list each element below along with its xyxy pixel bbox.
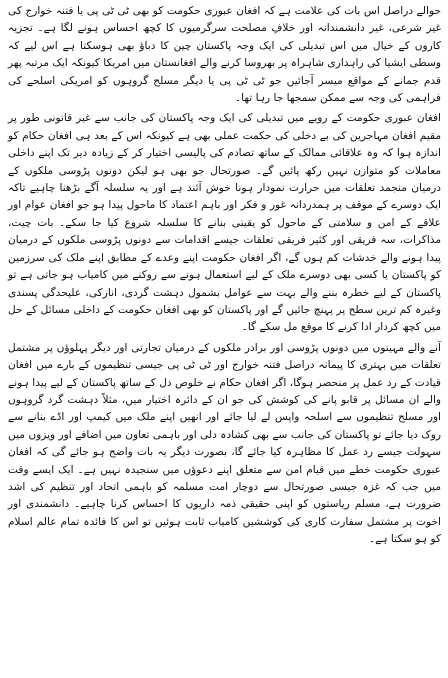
article-paragraph-1: حوالے دراصل اس بات کی علامت ہے کہ افغان عبوری حکومت کو بھی ٹی ٹی پی یا فتنہ خوارج کی غیر شرعی، غیر دانشمندانہ اور خلافِ مصلحت سرگرمیوں کا کچھ احساس ہونے لگا ہے۔ تجزیہ کاروں کے خیال میں اس تبدیلی کی ایک وجہ پاکستان چین کا دباؤ بھی ہوسکتا ہے اس لیے کہ وسطی ایشیا کی راہداری شاہراہ پر بھروسا کرنے والے افغانستان میں امریکا کیونکہ ایک مرتبہ پھر قدم جمانے کے مواقع میسر آجائیں جو ٹی ٹی پی یا دیگر مسلح گروہوں کو امریکی اسلحے کی فراہمی کی وجہ سے ممکن سمجھا جا رہا تھا۔ (8, 5, 441, 105)
article-paragraph-3: آنے والے مہینوں میں دونوں پڑوسی اور برادر ملکوں کے درمیان تجارتی اور دیگر پہلوؤں پر مشتمل تعلقات میں بہتری کا پیمانہ دراصل فتنہ خوارج اور ٹی ٹی پی جیسی تنظیموں کے بارے میں افغان قیادت کے رد عمل پر منحصر ہوگا، اگر افغان حکام نے خلوص دل کے ساتھ پاکستان کے لیے پیدا ہونے والے ان مسائل پر قابو پانے کی کوشش کی جو ان کے دائرہ اختیار میں، مثلاً دہشت گرد گروہوں اور مسلح تنظیموں سے اسلحہ واپس لے لیا جائے اور انھیں اپنے ملک میں کیمپ اور اڈے بنانے سے روک دیا جائے تو پاکستان کی جانب سے بھی کشادہ دلی اور باہمی تعاون میں اضافے اور ویزوں میں سہولت جیسے رد عمل کا مظاہرہ کیا جائے گا، بصورت دیگر یہ بات واضح ہو جائے گی کہ افغان عبوری حکومت خطے میں قیام امن سے متعلق اپنے دعوؤں میں سنجیدہ نہیں ہے۔ ایک ایسے وقت میں جب کہ غزہ جیسی صورتحال سے دوچار امت مسلمہ کو باہمی اتحاد اور تنظیم کی اشد ضرورت ہے، مسلم ریاستوں کو اپنی حقیقی ذمہ داریوں کا احساس کرنا چاہیے۔ دانشمندی اور اخوت پر مشتمل سفارت کاری کی کوششیں کامیاب ثابت ہوئیں تو اس کا فائدہ تمام عالم اسلام کو ہو سکتا ہے۔ (8, 341, 441, 546)
article-paragraph-2: افغان عبوری حکومت کے رویے میں تبدیلی کی ایک وجہ پاکستان کی جانب سے غیر قانونی طور پر مقیم افغان مہاجرین کی بے دخلی کی حکمت عملی بھی ہے کیونکہ اس کے بعد ہی افغان حکام کو اندازہ ہوا کہ وہ علاقائی ممالک کے ساتھ تصادم کی پالیسی اختیار کر کے زیادہ دیر تک اپنے داخلی معاملات کو متوازن نہیں رکھ پائیں گے۔ صورتحال جو بھی ہو لیکن دونوں پڑوسی ملکوں کے درمیان منجمد تعلقات میں حرارت نمودار ہونا خوش آئند ہے اور یہ سلسلہ آگے بڑھنا چاہیے تاکہ ایک دوسرے کے موقف پر ہمدردانہ غور و فکر اور باہم اعتماد کا ماحول پیدا ہو جو افغان عوام اور علاقے کے امن و سلامتی کے ماحول کو یقینی بنانے کا سلسلہ شروع کیا جا سکے۔ بات چیت، مذاکرات، سہ فریقی اور کثیر فریقی تعلقات جیسے اقدامات سے دونوں پڑوسی ملکوں کے درمیان پیدا ہونے والے خدشات کم ہوں گے، اگر افغان حکومت اپنے وعدے کے مطابق اپنے ملک کی سرزمین کو پاکستان یا کسی بھی دوسرے ملک کے لیے استعمال ہونے سے روکنے میں کامیاب ہو جاتی ہے تو پاکستان کے لیے خطرہ بننے والے بہت سے عوامل بشمول دہشت گردی، انارکی، علیحدگی پسندی وغیرہ کم ترین سطح پر پہنچ جائیں گے اور پاکستان کو بھی افغان حکومت کے داخلی مسائل کے حل میں کچھ کردار ادا کرنے کا موقع مل سکے گا۔ (8, 112, 441, 334)
